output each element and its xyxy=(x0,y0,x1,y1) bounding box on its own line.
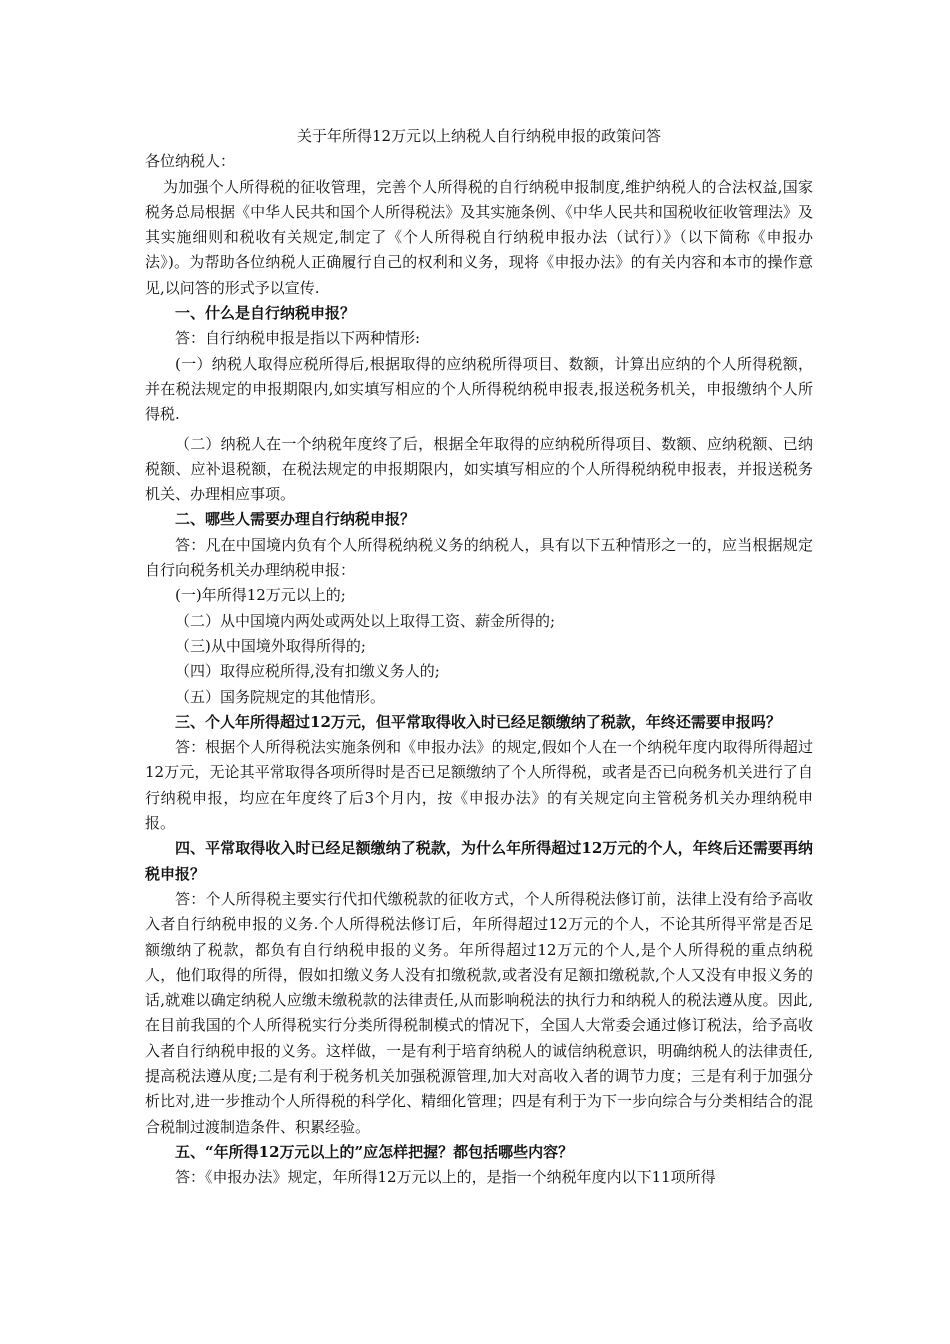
answer-paragraph: 答：根据个人所得税法实施条例和《申报办法》的规定,假如个人在一个纳税年度内取得所得超过12万元，无论其平常取得各项所得时是否已足额缴纳了个人所得税，或者是否已向税务机关进行了自行纳税申报，均应在年度终了后3个月内，按《申报办法》的有关规定向主管税务机关办理纳税申报。 xyxy=(145,738,813,833)
question-heading: 一、什么是自行纳税申报？ xyxy=(175,304,356,323)
question-heading: 三、个人年所得超过12万元，但平常取得收入时已经足额缴纳了税款，年终还需要申报吗？ xyxy=(175,712,781,731)
salutation: 各位纳税人： xyxy=(145,152,236,171)
question-heading: 二、哪些人需要办理自行纳税申报？ xyxy=(175,510,416,529)
question-heading: 四、平常取得收入时已经足额缴纳了税款，为什么年所得超过12万元的个人，年终后还需要再纳税申报？ xyxy=(145,839,813,883)
intro-paragraph: 为加强个人所得税的征收管理，完善个人所得税的自行纳税申报制度,维护纳税人的合法权益,国家税务总局根据《中华人民共和国个人所得税法》及其实施条例、《中华人民共和国税收征收管理法》及其实施细则和税收有关规定,制定了《个人所得税自行纳税申报办法（试行）》（以下简称《申报办法》)。为帮助各位纳税人正确履行自己的权利和义务，现将《申报办法》的有关内容和本市的操作意见,以问答的形式予以宣传. xyxy=(145,177,813,297)
list-item: (一)年所得12万元以上的; xyxy=(175,586,346,605)
question-heading: 五、“年所得12万元以上的”应怎样把握？都包括哪些内容？ xyxy=(175,1142,574,1161)
answer-paragraph: 答：自行纳税申报是指以下两种情形: xyxy=(175,329,421,348)
answer-paragraph: 答：凡在中国境内负有个人所得税纳税义务的纳税人，具有以下五种情形之一的，应当根据规定自行向税务机关办理纳税申报： xyxy=(145,535,813,580)
list-item: （三)从中国境外取得所得的; xyxy=(175,636,366,655)
list-item: （二）纳税人在一个纳税年度终了后，根据全年取得的应纳税所得项目、数额、应纳税额、已纳税额、应补退税额，在税法规定的申报期限内，如实填写相应的个人所得税纳税申报表，并报送税务机关、办理相应事项。 xyxy=(145,434,813,504)
list-item: （四）取得应税所得,没有扣缴义务人的; xyxy=(175,662,440,681)
list-item: (一）纳税人取得应税所得后,根据取得的应纳税所得项目、数额，计算出应纳的个人所得税额，并在税法规定的申报期限内,如实填写相应的个人所得税纳税申报表,报送税务机关，申报缴纳个人所得税. xyxy=(145,354,813,424)
list-item: （五）国务院规定的其他情形。 xyxy=(175,687,386,706)
answer-paragraph: 答：个人所得税主要实行代扣代缴税款的征收方式，个人所得税法修订前，法律上没有给予高收入者自行纳税申报的义务.个人所得税法修订后，年所得超过12万元的个人，不论其所得平常是否足额缴纳了税款，都负有自行纳税申报的义务。年所得超过12万元的个人,是个人所得税的重点纳税人，他们取得的所得，假如扣缴义务人没有扣缴税款,或者没有足额扣缴税款,个人又没有申报义务的话,就难以确定纳税人应缴未缴税款的法律责任,从而影响税法的执行力和纳税人的税法遵从度。因此,在目前我国的个人所得税实行分类所得税制模式的情况下，全国人大常委会通过修订税法，给予高收入者自行纳税申报的义务。这样做，一是有利于培育纳税人的诚信纳税意识，明确纳税人的法律责任,提高税法遵从度;二是有利于税务机关加强税源管理,加大对高收入者的调节力度；三是有利于加强分析比对,进一步推动个人所得税的科学化、精细化管理；四是有利于为下一步向综合与分类相结合的混合税制过渡制造条件、积累经验。 xyxy=(145,889,813,1136)
answer-paragraph: 答：《申报办法》规定，年所得12万元以上的，是指一个纳税年度内以下11项所得 xyxy=(175,1168,716,1187)
list-item: （二）从中国境内两处或两处以上取得工资、薪金所得的; xyxy=(175,611,556,630)
document-body xyxy=(145,124,813,1190)
document-title: 关于年所得12万元以上纳税人自行纳税申报的政策问答 xyxy=(296,127,662,145)
